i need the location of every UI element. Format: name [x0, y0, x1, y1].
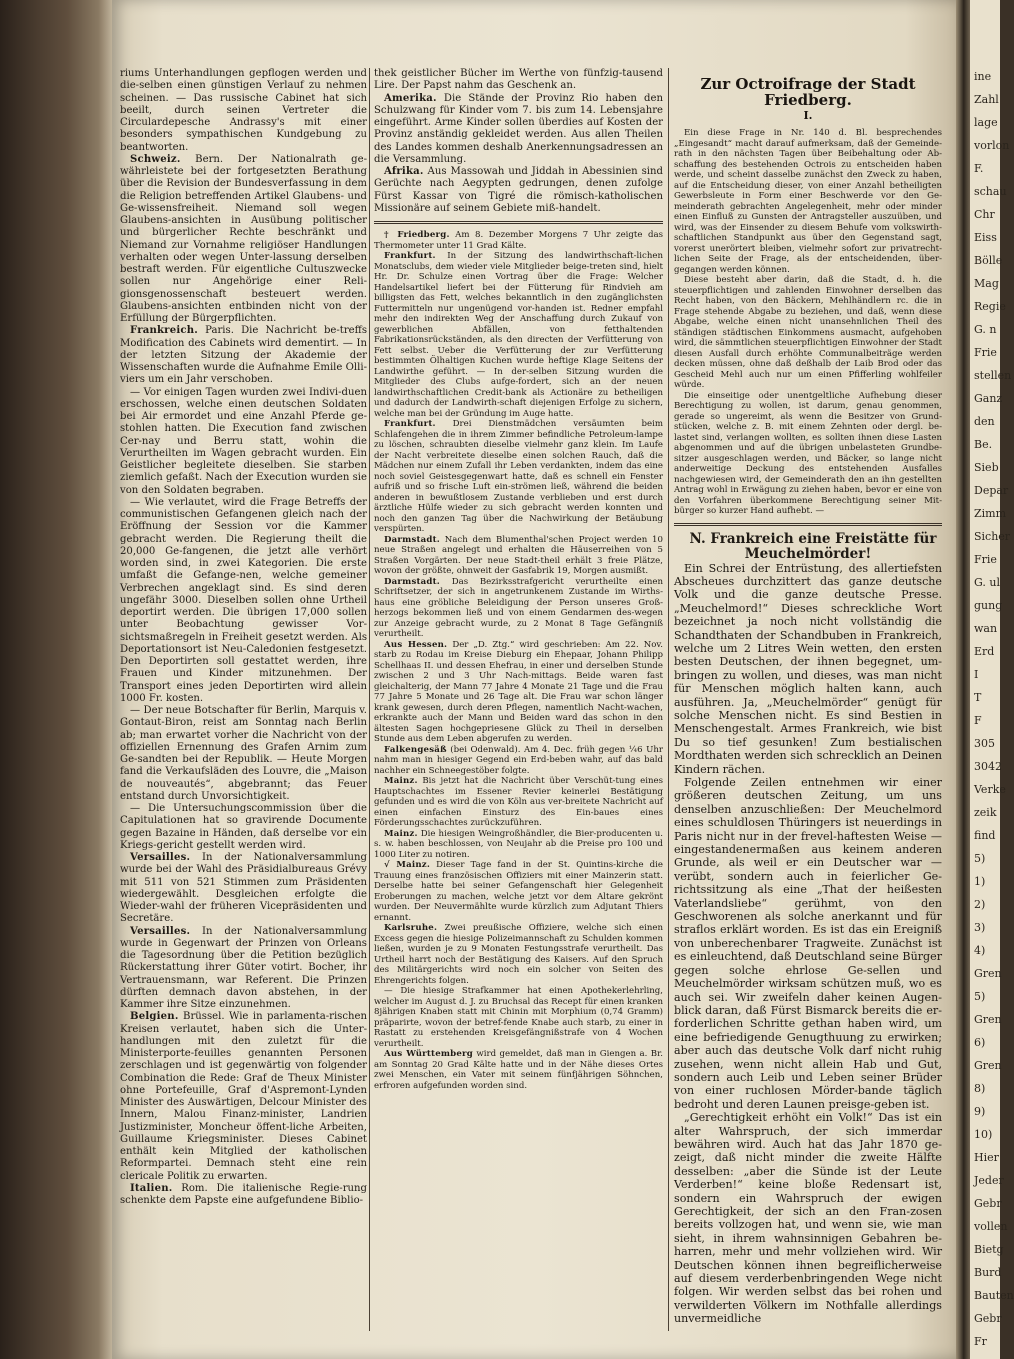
paragraph: [674, 776, 942, 1111]
paragraph-text: Die einseitige oder unentgeltliche Aufhebung dieser Berechtigung zu wollen, ist darum, genau genommen, gerade so ungereimt, als wenn die Besitzer von Grund-stücken, welche z. B. mit einem Zehnten oder dergl. be-lastet sind, verlangen wollten, es sollten ihnen diese Lasten abgenommen und auf die übrigen unbelasteten Grundbe-sitzer ausgeschlagen werden, und Bäcker, so lange nicht anderweitige Deckung des entstehenden Ausfalles nachgewiesen wird, der Gemeinderath den an ihn gestellten Antrag wohl in Erwägung zu ziehen haben, bevor er eine von den Vorfahren überkommene Berechtigung seiner Mit-bürger so kurzer Hand aufhebt. —: [674, 390, 942, 516]
article-title: [674, 76, 942, 124]
adjacent-page-text: Chr: [974, 208, 995, 221]
paragraph-text: Dieser Tage fand in der St. Quintins-kirche die Trauung eines französischen Offiziers mit einer Mainzerin statt. Derselbe hatte bei seiner Gefangenschaft hier Gelegenheit Eroberungen zu machen, welche jetzt vor dem Altare gekrönt wurden. Der Neuvermählte wurde kürzlich zum Adjutant Thiers ernannt.: [374, 860, 663, 923]
adjacent-page-text: find: [974, 829, 996, 842]
paragraph-text: Der „D. Ztg.“ wird geschrieben: Am 22. Nov. starb zu Rodau im Kreise Dieburg ein Ehepaar, Johann Philipp Schellhaas II. und dessen Ehefrau, in einer und derselben Stunde zwischen 2 und 3 Uhr Nach-mittags. Beide waren fast gleichalterig, der Mann 77 Jahre 4 Monate 21 Tage und die Frau 77 Jahre 5 Monate und 26 Tage alt. Die Frau war schon länger krank gewesen, durch deren Pflegen, namentlich Nacht-wachen, erkrankte auch der Mann und Beiden ward das schon in den ältesten Sagen hochgepriesene Glück zu Theil in derselben Stunde aus dem Leben abgerufen zu werden.: [374, 639, 664, 744]
adjacent-page-text: Gebr: [974, 1312, 1002, 1325]
paragraph-lead: Frankfurt.: [384, 251, 436, 261]
paragraph-lead: Schweiz.: [130, 153, 181, 165]
adjacent-page-text: 8): [974, 1082, 986, 1095]
paragraph: [120, 705, 367, 803]
paragraph-text: riums Unterhandlungen gepflogen werden und die-selben einen günstigen Verlauf zu nehmen scheinen. — Das russische Cabinet hat sich beeilt, durch seinen Vertreter die Circulardepesche Andrassy's mit einer besonders sympathischen Kundgebung zu beantworten.: [120, 68, 367, 153]
adjacent-page-text: Hier: [974, 1151, 999, 1164]
paragraph-text: Die hiesigen Weingroßhändler, die Bier-producenten u. s. w. haben beschlossen, von Neujahr ab die Preise pro 100 und 1000 Liter zu notiren.: [374, 828, 663, 860]
adjacent-page-text: 3042: [974, 760, 1002, 773]
adjacent-page-text: lage: [974, 116, 998, 129]
adjacent-page-text: den: [974, 415, 995, 428]
book-binding-edge: [0, 0, 112, 1359]
adjacent-page-text: Frie: [974, 553, 997, 566]
paragraph-text: Nach dem Blumenthal'schen Project werden 10 neue Straßen angelegt und erhalten die Häuserreihen von 5 Straßen Vorgärten. Der neue Stadt-theil erhält 3 freie Plätze, wovon der größte, ohnweit der Gasfabrik 19, Morgen ausmißt.: [374, 534, 663, 576]
paragraph-text: Die Stände der Provinz Rio haben den Schulzwang für Kinder vom 7. bis zum 14. Lebensjahre eingeführt. Arme Kinder sollen überdies auf Kosten der Provinz anständig gekleidet werden. Aus allen Theilen des Landes kommen deshalb Anerkennungsadressen an die Versammlung.: [374, 92, 663, 165]
paragraph: [374, 68, 663, 93]
paragraph-text: — Die hiesige Strafkammer hat einen Apothekerlehrling, welcher im August d. J. zu Bruchsal das Recept für einen kranken 8jährigen Knaben statt mit Chinin mit Morphium (0,74 Gramm) präparirte, wovon der betref-fende Knabe auch starb, zu einer in Rastatt zu erstehenden Kreisgefängnißstrafe von 4 Wochen verurtheilt.: [374, 986, 663, 1049]
adjacent-page-text: Ganz: [974, 392, 1003, 405]
paragraph-text: Bis jetzt hat die Nachricht über Verschüt-tung eines Hauptschachtes im Essener Revier keinerlei Bestätigung gefunden und es wird die von Köln aus ver-breitete Nachricht auf einen einfachen Einsturz des Ein-baues eines Förderungsschachtes zurückzuführen.: [374, 776, 663, 828]
adjacent-page-text: Zahl: [974, 93, 999, 106]
paragraph-text: Drei Dienstmädchen versäumten beim Schlafengehen die in ihrem Zimmer befindliche Petroleum-lampe zu löschen, schraubten dieselbe vielmehr ganz klein. Im Laufe der Nacht verbreitete dieselbe einen solchen Rauch, daß die Mädchen nur einem Zufall ihr Leben verdankten, indem das eine noch soviel Geistesgegenwart hatte, daß es schnell ein Fenster aufriß und so frische Luft ein-strömen ließ, während die beiden anderen in bewußtlosem Zustande verblieben und erst durch ärztliche Hülfe wieder zu sich gebracht werden konnten und noch den ganzen Tag über die Nachwirkung der Betäubung verspürten.: [374, 419, 663, 534]
paragraph: [374, 166, 663, 215]
adjacent-page-text: I: [974, 668, 979, 681]
paragraph-text: Bern. Der Nationalrath ge-währleistete bei der fortgesetzten Berathung über die Revision der Bundesverfassung in dem die Religion betreffenden Artikel Glaubens- und Ge-wissensfreiheit. Niemand soll wegen Glaubens-ansichten in Ausübung politischer und bürgerlicher Rechte beschränkt und Niemand zur Vornahme religiöser Handlungen verhalten oder wegen Unter-lassung derselben bestraft werden. Für eigentliche Cultuszwecke sollen nur Angehörige einer Reli-gionsgenossenschaft besteuert werden. Glaubens-ansichten entbinden nicht von der Erfüllung der Bürgerpflichten.: [120, 153, 367, 324]
adjacent-page-text: F: [974, 714, 982, 727]
article-heading: N. Frankreich eine Freistätte für Meuchelmörder!: [689, 530, 937, 562]
paragraph: [374, 923, 663, 986]
paragraph-text: — Vor einigen Tagen wurden zwei Indivi-duen erschossen, welche einen deutschen Soldaten bei Air ermordet und eine Anzahl Pferde ge-stohlen hatten. Die Execution fand zwischen Cer-nay und Berru statt, wohin die Verurtheilten im Wagen gebracht wurden. Ein Geistlicher begleitete dieselben. Sie starben ziemlich gefaßt. Nach der Execution wurden sie von den Soldaten begraben.: [120, 386, 367, 496]
paragraph: [374, 776, 663, 829]
adjacent-page-text: schau: [974, 185, 1007, 198]
adjacent-page-text: Bauten: [974, 1289, 1014, 1302]
column-2: [374, 68, 663, 1333]
article-separator: [674, 523, 942, 526]
paragraph-text: — Der neue Botschafter für Berlin, Marquis v. Gontaut-Biron, reist am Sonntag nach Berlin ab; man erwartet vorher die Nachricht von der offiziellen Ernennung des Grafen Arnim zum Ge-sandten bei der Republik. — Heute Morgen fand die Verkaufsläden des Louvre, die „Maison de nouveautés“, abgebrannt; das Feuer entstand durch Unvorsichtigkeit.: [120, 705, 367, 802]
adjacent-page-text: Be.: [974, 438, 993, 451]
paragraph-lead: Amerika.: [384, 92, 437, 104]
paragraph-text: — Die Untersuchungscommission über die Capitulationen hat so gravirende Documente gegen Bazaine in Händen, daß derselbe vor ein Kriegs-gericht gestellt werden wird.: [120, 803, 367, 851]
adjacent-page-text: Bietg: [974, 1243, 1004, 1256]
column-3: [674, 76, 942, 1333]
paragraph-lead: † Friedberg.: [384, 230, 450, 240]
adjacent-page-text: Fr: [974, 1335, 987, 1348]
adjacent-page-text: Erd: [974, 645, 995, 658]
paragraph-text: Zwei preußische Offiziere, welche sich einen Excess gegen die hiesige Polizeimannschaft zu Schulden kommen ließen, wurden je zu 9 Monaten Festungsstrafe verurtheilt. Das Urtheil harrt noch der Bestätigung des Kaisers. Auf den Spruch des Militärgerichts wird noch ein solcher von Seiten des Ehrengerichts folgen.: [374, 923, 663, 986]
adjacent-page-text: Gren: [974, 1059, 1002, 1072]
paragraph-text: Ein diese Frage in Nr. 140 d. Bl. besprechendes „Eingesandt“ macht darauf aufmerksam, daß der Gemeinde-rath in den nächsten Tagen über Beibehaltung oder Ab-schaffung des bestehenden Octrois zu entscheiden haben werde, und scheint dasselbe zunächst den Zweck zu haben, auf die Entscheidung dieser, von einer Anzahl betheiligten Gewerbsleute in Form einer Beschwerde vor den Ge-meinderath gebrachten Angelegenheit, mehr oder minder einen Einfluß zu Gunsten der Antragsteller auszuüben, und wird, was der Einsender zu diesem Behufe vom volkswirth-schaftlichen Standpunkt aus über den Gegenstand sagt, vorerst unerörtert bleiben, vielmehr sofort zur privatrecht-lichen Seite der Frage, als der entscheidenden, über-gegangen werden können.: [674, 128, 942, 275]
paragraph: [374, 535, 663, 577]
paragraph: [374, 577, 663, 640]
adjacent-page-text: Gren: [974, 1013, 1002, 1026]
paragraph: [374, 829, 663, 861]
paragraph: [120, 387, 367, 497]
paragraph: [374, 1049, 663, 1091]
paragraph-lead: Aus Hessen.: [384, 639, 448, 650]
paragraph: [374, 860, 663, 923]
paragraph: [120, 497, 367, 705]
paragraph: [374, 251, 663, 419]
adjacent-page-text: T: [974, 691, 982, 704]
article-title-text: Zur Octroifrage der Stadt Friedberg.: [700, 75, 916, 109]
adjacent-page-text: G. n: [974, 323, 997, 336]
paragraph-lead: √ Mainz.: [384, 860, 431, 870]
adjacent-page-text: Bölle: [974, 254, 1003, 267]
section-separator: [374, 221, 663, 224]
adjacent-page-fragment: [970, 0, 1014, 1359]
article-part-number: I.: [803, 109, 813, 122]
paragraph-text: — Wie verlautet, wird die Frage Betreffs der communistischen Gefangenen gleich nach der Eröffnung der Session vor die Kammer gebracht werden. Die Regierung theilt die 20,000 Ge-fangenen, die jetzt alle verhört worden sind, in zwei Kategorien. Die erste umfaßt die Gefange-nen, welche gemeiner Verbrechen angeklagt sind. Es sind deren ungefähr 3000. Dieselben sollen ohne Urtheil deportirt werden. Die übrigen 17,000 sollen unter Beobachtung gewisser Vor-sichtsmaßregeln in Freiheit gesetzt werden. Als Deportationsort ist Neu-Caledonien festgesetzt. Den Deportirten soll gestattet werden, ihre Frauen und Kinder mitzunehmen. Der Transport eines jeden Deportirten wird allein 1000 Fr. kosten.: [120, 496, 367, 704]
paragraph-text: thek geistlicher Bücher im Werthe von fünfzig-tausend Lire. Der Papst nahm das Geschenk an.: [374, 68, 663, 92]
paragraph: [120, 1011, 367, 1183]
adjacent-page-text: stellen: [974, 369, 1012, 382]
adjacent-page-text: ine: [974, 70, 992, 83]
paragraph-text: Ein Schrei der Entrüstung, des allertiefsten Abscheues durchzittert das ganze deutsche Volk und die ganze deutsche Presse. „Meuchelmord!“ Dieses schreckliche Wort bezeichnet ja noch nicht vollständig die Schandthaten der Schandbuben in Frankreich, welche um 2 Litres Wein wetten, den ersten besten Deutschen, der ihnen begegnet, um-bringen zu wollen, und dieses, was man nicht für Menschen möglich halten kann, auch ausführen. Ja, „Meuchelmörder“ genügt für solche Menschen nicht. Es sind Bestien in Menschengestalt. Armes Frankreich, wie bist Du so tief gesunken! Zum bestialischen Mordthaten werden sich schrecklich an Deinen Kindern rächen.: [674, 561, 942, 776]
paragraph-text: Aus Massowah und Jiddah in Abessinien sind Gerüchte nach Aegypten gedrungen, denen zufolge Fürst Kassar von Tigré die römisch-katholischen Missionäre auf seinem Gebiete miß-handelt.: [374, 166, 663, 214]
paragraph-lead: Versailles.: [130, 852, 191, 863]
paragraph: [374, 230, 663, 251]
paragraph: [374, 745, 663, 777]
adjacent-page-text: Zimm: [974, 507, 1007, 520]
paragraph-text: In der Sitzung des landwirthschaft-lichen Monatsclubs, dem wieder viele Mitglieder beige-treten sind, hielt Hr. Dr. Schulze einen Vortrag über die Frage: Welcher Handelsartikel liefert bei der Fütterung für Rindvieh am billigsten das Fett, welches bekanntlich in den zugänglichsten Futtermitteln nur ungenügend vor-handen ist. Redner empfahl mehr den indirekten Weg der Anschaffung durch Zukauf von gewerblichen Abfällen, von fetthaltenden Fabrikationsrückständen, als den directen der Verfütterung von Fett selbst. Ueber die Verfütterung der zur Verfütterung bestimmten Ölhaltigen Kuchen wurde heftige Klage Seitens der Landwirthe geführt. — In der-selben Sitzung wurden die Mitglieder des Clubs aufge-fordert, sich an der neuen landwirthschaftlichen Credit-bank als Actionäre zu betheiligen und dadurch der Landwirth-schaft diejenigen Erfolge zu sichern, welche man bei der Gründung im Auge hatte.: [374, 251, 663, 419]
paragraph: [120, 154, 367, 326]
paragraph-text: Paris. Die Nachricht be-treffs Modification des Cabinets wird dementirt. — In der letzten Sitzung der Akademie der Wissenschaften wurde die Aufnahme Emile Olli-viers um ein Jahr verschoben.: [120, 325, 367, 386]
adjacent-page-text: Verke: [974, 783, 1006, 796]
paragraph-text: In der Nationalversammlung wurde bei der Wahl des Präsidialbureaus Grévy mit 511 von 521 Stimmen zum Präsidenten wiedergewählt. Desgleichen erfolgte die Wieder-wahl der früheren Vicepräsidenten und Secretäre.: [120, 852, 367, 925]
paragraph: [374, 93, 663, 167]
paragraph-lead: Karlsruhe.: [384, 923, 438, 933]
paragraph: [120, 68, 367, 154]
paragraph-lead: Mainz.: [384, 828, 418, 839]
adjacent-page-text: zeik: [974, 806, 997, 819]
paragraph-text: Folgende Zeilen entnehmen wir einer größeren deutschen Zeitung, um uns denselben anzuschließen: Der Meuchelmord eines schuldlosen Thüringers ist neuerdings in Paris nicht nur in der frevel-haftesten Weise — eingestandenermaßen aus keinem anderen Grunde, als weil er ein Deutscher war — verübt, sondern auch in feierlicher Ge-richtssitzung als eine „That der heißesten Vaterlandsliebe“ gerühmt, von den Geschworenen als solche anerkannt und für straflos erklärt worden. Es ist das ein Ereigniß von unberechenbarer Tragweite. Zunächst ist es einleuchtend, daß Deutschland seine Bürger gegen solche ehrlose Ge-sellen und Meuchelmörder wirksam schützen muß, wo es auch sei. Wir zweifeln daher keinen Augen-blick daran, daß Fürst Bismarck bereits die er-forderlichen Schritte gethan haben wird, um eine befriedigende Genugthuung zu erwirken; aber auch das deutsche Volk darf nicht ruhig zusehen, wenn nicht allein Hab und Gut, sondern auch Leib und Leben seiner Brüder von einer ruchlosen Mörder-bande täglich bedroht und deren Launen preisge-geben ist.: [674, 776, 942, 1111]
paragraph-lead: Frankfurt.: [384, 419, 436, 429]
octroi-article-body: [674, 128, 942, 517]
paragraph-text: (bei Odenwald). Am 4. Dec. früh gegen ¼6 Uhr nahm man in hiesiger Gegend ein Erd-beben wahr, auf das bald nachher ein Schneegestöber folgte.: [374, 744, 663, 776]
adjacent-page-text: gung: [974, 599, 1003, 612]
paragraph: [374, 419, 663, 535]
paragraph: [120, 852, 367, 926]
paragraph-text: Am 8. Dezember Morgens 7 Uhr zeigte das Thermometer unter 11 Grad Kälte.: [374, 230, 663, 251]
paragraph: [674, 391, 942, 517]
adjacent-page-text: vollen: [974, 1220, 1008, 1233]
column-rule: [369, 68, 370, 1331]
paragraph-text: Brüssel. Wie in parlamenta-rischen Kreisen verlautet, haben sich die Unter-handlungen mit den zuletzt für die Ministerporte-feuilles genannten Personen zerschlagen und ist gegenwärtig von folgender Combination die Rede: Graf de Theux Minister ohne Portefeuille, Graf d'Aspremont-Lynden Minister des Auswärtigen, Delcour Minister des Innern, Malou Finanz-minister, Landrien Justizminister, Moncheur öffent-liche Arbeiten, Guillaume Kriegsminister. Dieses Cabinet enthält kein Mitglied der katholischen Reformpartei. Demnach steht eine rein clericale Politik zu erwarten.: [120, 1011, 367, 1182]
adjacent-page-text: Sieb: [974, 461, 999, 474]
adjacent-page-text: Eiss: [974, 231, 997, 244]
paragraph: [674, 275, 942, 391]
paragraph-lead: Falkengesäß: [384, 744, 447, 755]
adjacent-page-text: 2): [974, 898, 986, 911]
paragraph: [120, 926, 367, 1012]
book-gutter: [956, 0, 970, 1359]
paragraph-lead: Darmstadt.: [384, 534, 440, 545]
paragraph: [674, 128, 942, 275]
paragraph: [120, 1183, 367, 1208]
paragraph-text: In der Nationalversammlung wurde in Gegenwart der Prinzen von Orleans die Tagesordnung über die Petition bezüglich Rückerstattung ihrer Güter votirt. Bocher, ihr Vertrauensmann, war Referent. Die Prinzen dürften demnach davon abstehen, in der Kammer ihre Sitze einzunehmen.: [120, 925, 367, 1010]
paragraph-lead: Aus Württemberg: [384, 1049, 473, 1059]
adjacent-page-text: 5): [974, 990, 986, 1003]
paragraph: [120, 325, 367, 386]
column-rule: [668, 68, 669, 1331]
paragraph-text: wird gemeldet, daß man in Giengen a. Br. am Sonntag 20 Grad Kälte hatte und in der Nähe dieses Ortes zwei Menschen, ein Vater mit seinem fünfjährigen Söhnchen, erfroren aufgefunden worden sind.: [374, 1049, 663, 1091]
paragraph-lead: Frankreich.: [130, 325, 198, 337]
paragraph-text: „Gerechtigkeit erhöht ein Volk!“ Das ist ein alter Wahrspruch, der sich immerdar bewähren wird. Auch hat das Jahr 1870 ge-zeigt, daß nicht minder die zweite Hälfte desselben: „aber die Sünde ist der Leute Verderben!“ keine bloße Redensart ist, sondern ein Wahrspruch der ewigen Gerechtigkeit, der sich an den Fran-zosen bereits vollzogen hat, und wenn sie, wie man sieht, in ihrem wahnsinnigen Gebahren be-harren, mehr und mehr vollziehen wird. Wir Deutschen können ihnen begreiflicherweise auf diesem verderbenbringenden Wege nicht folgen. Wir werden selbst das bei rohen und verwilderten Völkern im Nothfalle allerdings unvermeidliche: [674, 1111, 942, 1326]
adjacent-page-text: Sicher: [974, 530, 1011, 543]
paragraph: [674, 1111, 942, 1326]
paragraph-text: Das Bezirksstrafgericht verurtheilte einen Schriftsetzer, der sich in angetrunkenem Zustande im Wirths-haus eine gröbliche Beleidigung der Person unseres Groß-herzogs bekommen ließ und von einem Gendarmen des-wegen zur Anzeige gebracht wurde, zu 2 Monat 8 Tage Gefängniß verurtheilt.: [374, 576, 663, 639]
adjacent-page-text: Jeder: [974, 1174, 1004, 1187]
paragraph-lead: Versailles.: [130, 925, 191, 937]
adjacent-page-text: Mag: [974, 277, 999, 290]
adjacent-page-text: F.: [974, 162, 984, 175]
paragraph: [120, 803, 367, 852]
adjacent-page-text: 5): [974, 852, 986, 865]
paragraph-lead: Italien.: [130, 1182, 173, 1194]
adjacent-page-text: 6): [974, 1036, 986, 1049]
adjacent-page-text: vorlon: [974, 139, 1010, 152]
adjacent-page-text: Burd: [974, 1266, 1002, 1279]
adjacent-page-text: 9): [974, 1105, 986, 1118]
adjacent-page-text: Gren: [974, 967, 1002, 980]
paragraph-lead: Afrika.: [384, 166, 424, 177]
paragraph: [374, 986, 663, 1049]
column-1: [120, 68, 367, 1333]
paragraph-text: Diese besteht aber darin, daß die Stadt, d. h. die steuerpflichtigen und zahlenden Einwohner derselben das Recht haben, von den Bäckern, Mehlhändlern rc. die in Frage stehende Abgabe zu beziehen, und daß, wenn diese Abgabe, welche einen nicht unansehnlichen Theil des ständigen städtischen Einkommens ausmacht, aufgehoben wird, die sämmtlichen steuerpflichtigen Einwohner der Stadt diesen Ausfall durch erhöhte Communalbeiträge werden decken müssen, ohne daß deßhalb der Laib Brod oder das Gescheid Mehl auch nur um einen Pfifferling wohlfeiler würde.: [674, 275, 942, 390]
paragraph-text: Rom. Die italienische Regie-rung schenkte dem Papste eine aufgefundene Biblio-: [120, 1182, 367, 1206]
paragraph-lead: Mainz.: [384, 776, 418, 786]
adjacent-page-text: 10): [974, 1128, 993, 1141]
adjacent-page-text: 4): [974, 944, 986, 957]
paragraph: [374, 640, 663, 745]
adjacent-page-text: Gebr: [974, 1197, 1002, 1210]
paragraph-lead: Darmstadt.: [384, 576, 440, 587]
adjacent-page-text: 1): [974, 875, 986, 888]
adjacent-page-text: G. ul: [974, 576, 1000, 589]
adjacent-page-text: wan: [974, 622, 998, 635]
adjacent-page-text: 3): [974, 921, 986, 934]
adjacent-page-text: Depar: [974, 484, 1009, 497]
adjacent-page-text: 305: [974, 737, 995, 750]
adjacent-page-text: Frie: [974, 346, 997, 359]
paragraph: [674, 562, 942, 777]
adjacent-page-text: Regie: [974, 300, 1006, 313]
frankreich-article-body: [674, 562, 942, 1326]
paragraph-lead: Belgien.: [130, 1011, 179, 1023]
